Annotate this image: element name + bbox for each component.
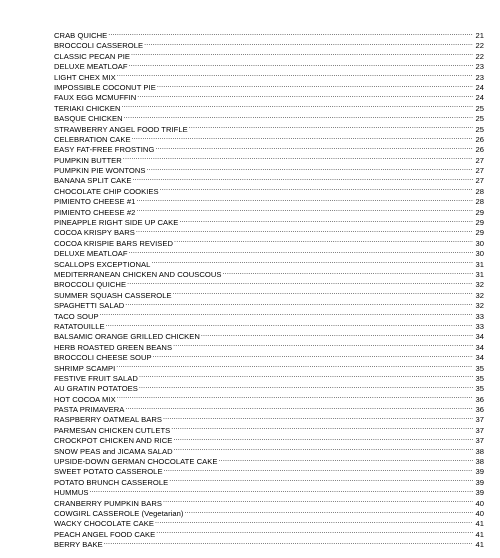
toc-row[interactable] — [54, 165, 484, 175]
toc-leader-dots — [131, 51, 473, 59]
toc-row[interactable] — [54, 456, 484, 466]
table-of-contents — [54, 30, 484, 550]
toc-leader-dots — [179, 217, 473, 225]
toc-entry-page: 34 — [475, 353, 484, 363]
toc-leader-dots — [155, 144, 473, 152]
toc-leader-dots — [125, 404, 473, 412]
toc-entry-title: IMPOSSIBLE COCONUT PIE — [54, 82, 156, 92]
toc-entry-page: 40 — [475, 508, 484, 518]
toc-leader-dots — [129, 61, 473, 69]
toc-row[interactable] — [54, 352, 484, 362]
toc-row[interactable] — [54, 300, 484, 310]
toc-row[interactable] — [54, 487, 484, 497]
toc-entry-page: 28 — [475, 186, 484, 196]
toc-entry-page: 29 — [475, 228, 484, 238]
toc-entry-page: 37 — [475, 436, 484, 446]
toc-leader-dots — [139, 373, 473, 381]
toc-row[interactable] — [54, 529, 484, 539]
toc-entry-page: 31 — [475, 269, 484, 279]
toc-entry-page: 37 — [475, 415, 484, 425]
toc-row[interactable] — [54, 259, 484, 269]
toc-entry-page: 38 — [475, 457, 484, 467]
toc-entry-page: 35 — [475, 363, 484, 373]
toc-row[interactable] — [54, 518, 484, 528]
toc-entry-title: COCOA KRISPIE BARS REVISED — [54, 238, 174, 248]
toc-row[interactable] — [54, 383, 484, 393]
toc-entry-page: 24 — [475, 82, 484, 92]
toc-entry-page: 34 — [475, 342, 484, 352]
toc-leader-dots — [219, 456, 473, 464]
toc-entry-title: HERB ROASTED GREEN BEANS — [54, 342, 173, 352]
toc-leader-dots — [136, 227, 473, 235]
toc-row[interactable] — [54, 186, 484, 196]
toc-leader-dots — [117, 394, 473, 402]
toc-entry-page: 27 — [475, 176, 484, 186]
toc-entry-title: CROCKPOT CHICKEN AND RICE — [54, 436, 173, 446]
toc-entry-title: PINEAPPLE RIGHT SIDE UP CAKE — [54, 218, 179, 228]
toc-leader-dots — [157, 82, 473, 90]
toc-entry-title: LIGHT CHEX MIX — [54, 72, 116, 82]
toc-row[interactable] — [54, 103, 484, 113]
toc-entry-title: PUMPKIN PIE WONTONS — [54, 166, 146, 176]
toc-leader-dots — [108, 30, 473, 38]
toc-entry-page: 27 — [475, 155, 484, 165]
toc-entry-page: 39 — [475, 488, 484, 498]
toc-entry-title: POTATO BRUNCH CASSEROLE — [54, 477, 169, 487]
toc-leader-dots — [133, 175, 473, 183]
toc-leader-dots — [139, 383, 473, 391]
toc-row[interactable] — [54, 363, 484, 373]
toc-row[interactable] — [54, 508, 484, 518]
toc-entry-title: CHOCOLATE CHIP COOKIES — [54, 186, 159, 196]
toc-row[interactable] — [54, 269, 484, 279]
toc-entry-title: SUMMER SQUASH CASSEROLE — [54, 290, 172, 300]
toc-leader-dots — [136, 207, 473, 215]
toc-row[interactable] — [54, 414, 484, 424]
toc-row[interactable] — [54, 373, 484, 383]
toc-row[interactable] — [54, 82, 484, 92]
toc-entry-page: 28 — [475, 197, 484, 207]
toc-leader-dots — [171, 425, 473, 433]
toc-leader-dots — [173, 342, 473, 350]
toc-entry-title: BANANA SPLIT CAKE — [54, 176, 132, 186]
toc-leader-dots — [117, 72, 473, 80]
toc-entry-page: 32 — [475, 301, 484, 311]
toc-entry-title: BROCCOLI CHEESE SOUP — [54, 353, 152, 363]
toc-row[interactable] — [54, 238, 484, 248]
toc-entry-title: BASQUE CHICKEN — [54, 114, 123, 124]
toc-entry-page: 23 — [475, 72, 484, 82]
toc-row[interactable] — [54, 394, 484, 404]
toc-entry-title: CELEBRATION CAKE — [54, 134, 131, 144]
toc-entry-page: 22 — [475, 51, 484, 61]
toc-leader-dots — [127, 279, 473, 287]
toc-entry-title: FAUX EGG MCMUFFIN — [54, 93, 137, 103]
toc-leader-dots — [129, 248, 473, 256]
toc-entry-title: WACKY CHOCOLATE CAKE — [54, 519, 155, 529]
toc-leader-dots — [155, 518, 473, 526]
toc-entry-title: PEACH ANGEL FOOD CAKE — [54, 529, 156, 539]
toc-leader-dots — [89, 487, 473, 495]
toc-entry-title: RATATOUILLE — [54, 321, 105, 331]
toc-entry-page: 22 — [475, 41, 484, 51]
toc-leader-dots — [163, 414, 473, 422]
toc-row[interactable] — [54, 290, 484, 300]
toc-entry-title: MEDITERRANEAN CHICKEN AND COUSCOUS — [54, 269, 222, 279]
toc-entry-title: BERRY BAKE — [54, 540, 103, 550]
toc-leader-dots — [132, 134, 473, 142]
toc-entry-title: SHRIMP SCAMPI — [54, 363, 116, 373]
toc-entry-page: 26 — [475, 145, 484, 155]
toc-leader-dots — [153, 352, 473, 360]
toc-leader-dots — [116, 363, 473, 371]
toc-entry-page: 26 — [475, 134, 484, 144]
toc-entry-page: 34 — [475, 332, 484, 342]
toc-entry-page: 25 — [475, 114, 484, 124]
toc-entry-page: 33 — [475, 321, 484, 331]
toc-leader-dots — [164, 466, 473, 474]
toc-leader-dots — [124, 113, 473, 121]
toc-entry-title: EASY FAT-FREE FROSTING — [54, 145, 155, 155]
toc-leader-dots — [100, 311, 473, 319]
toc-row[interactable] — [54, 113, 484, 123]
toc-row[interactable] — [54, 311, 484, 321]
toc-row[interactable] — [54, 155, 484, 165]
toc-entry-title: FESTIVE FRUIT SALAD — [54, 373, 138, 383]
toc-entry-page: 35 — [475, 384, 484, 394]
toc-row[interactable] — [54, 72, 484, 82]
toc-row[interactable] — [54, 321, 484, 331]
toc-row[interactable] — [54, 144, 484, 154]
toc-entry-page: 40 — [475, 498, 484, 508]
toc-row[interactable] — [54, 30, 484, 40]
toc-entry-title: HUMMUS — [54, 488, 89, 498]
toc-entry-title: PIMIENTO CHEESE #2 — [54, 207, 136, 217]
toc-entry-page: 32 — [475, 280, 484, 290]
toc-leader-dots — [189, 124, 473, 132]
toc-entry-title: TERIAKI CHICKEN — [54, 103, 121, 113]
toc-leader-dots — [106, 321, 473, 329]
toc-row[interactable] — [54, 539, 484, 549]
toc-row[interactable] — [54, 331, 484, 341]
toc-leader-dots — [104, 539, 473, 547]
toc-row[interactable] — [54, 175, 484, 185]
toc-leader-dots — [123, 155, 473, 163]
toc-entry-title: COCOA KRISPY BARS — [54, 228, 135, 238]
toc-entry-title: SNOW PEAS and JICAMA SALAD — [54, 446, 173, 456]
toc-entry-page: 27 — [475, 166, 484, 176]
toc-leader-dots — [156, 529, 473, 537]
toc-row[interactable] — [54, 207, 484, 217]
toc-entry-title: HOT COCOA MIX — [54, 394, 116, 404]
toc-entry-page: 41 — [475, 519, 484, 529]
toc-entry-page: 24 — [475, 93, 484, 103]
toc-entry-page: 36 — [475, 394, 484, 404]
toc-entry-title: BROCCOLI QUICHE — [54, 280, 127, 290]
toc-entry-title: RASPBERRY OATMEAL BARS — [54, 415, 163, 425]
toc-leader-dots — [185, 508, 473, 516]
toc-row[interactable] — [54, 40, 484, 50]
toc-entry-page: 31 — [475, 259, 484, 269]
toc-row[interactable] — [54, 279, 484, 289]
toc-leader-dots — [223, 269, 473, 277]
toc-row[interactable] — [54, 61, 484, 71]
toc-row[interactable] — [54, 466, 484, 476]
toc-leader-dots — [125, 300, 473, 308]
toc-entry-title: SWEET POTATO CASSEROLE — [54, 467, 163, 477]
toc-row[interactable] — [54, 446, 484, 456]
toc-leader-dots — [201, 331, 473, 339]
toc-entry-page: 21 — [475, 31, 484, 40]
toc-leader-dots — [136, 196, 473, 204]
toc-entry-title: BROCCOLI CASSEROLE — [54, 41, 144, 51]
toc-entry-title: DELUXE MEATLOAF — [54, 62, 128, 72]
toc-entry-title: UPSIDE-DOWN GERMAN CHOCOLATE CAKE — [54, 457, 218, 467]
toc-entry-title: PARMESAN CHICKEN CUTLETS — [54, 425, 171, 435]
toc-entry-title: AU GRATIN POTATOES — [54, 384, 138, 394]
toc-entry-title: PASTA PRIMAVERA — [54, 405, 125, 415]
toc-row[interactable] — [54, 196, 484, 206]
toc-entry-title: DELUXE MEATLOAF — [54, 249, 128, 259]
toc-entry-title: PUMPKIN BUTTER — [54, 155, 122, 165]
toc-entry-title: COWGIRL CASSEROLE (Vegetarian) — [54, 508, 184, 518]
toc-row[interactable] — [54, 342, 484, 352]
toc-leader-dots — [174, 446, 473, 454]
toc-entry-title: STRAWBERRY ANGEL FOOD TRIFLE — [54, 124, 188, 134]
toc-entry-page: 35 — [475, 373, 484, 383]
toc-entry-title: SPAGHETTI SALAD — [54, 301, 125, 311]
toc-entry-page: 41 — [475, 540, 484, 550]
toc-row[interactable] — [54, 51, 484, 61]
toc-entry-title: BALSAMIC ORANGE GRILLED CHICKEN — [54, 332, 200, 342]
toc-entry-title: CRAB QUICHE — [54, 31, 108, 40]
toc-entry-page: 32 — [475, 290, 484, 300]
toc-row[interactable] — [54, 227, 484, 237]
toc-leader-dots — [174, 238, 473, 246]
toc-leader-dots — [163, 498, 473, 506]
toc-row[interactable] — [54, 248, 484, 258]
toc-entry-page: 29 — [475, 218, 484, 228]
toc-leader-dots — [173, 435, 473, 443]
toc-entry-page: 38 — [475, 446, 484, 456]
toc-entry-page: 30 — [475, 238, 484, 248]
toc-entry-page: 39 — [475, 477, 484, 487]
toc-row[interactable] — [54, 435, 484, 445]
toc-row[interactable] — [54, 217, 484, 227]
toc-entry-title: PIMIENTO CHEESE #1 — [54, 197, 136, 207]
toc-entry-page: 33 — [475, 311, 484, 321]
toc-leader-dots — [151, 259, 473, 267]
toc-row[interactable] — [54, 124, 484, 134]
toc-entry-page: 36 — [475, 405, 484, 415]
toc-leader-dots — [147, 165, 473, 173]
toc-row[interactable] — [54, 134, 484, 144]
toc-entry-title: TACO SOUP — [54, 311, 99, 321]
toc-entry-page: 23 — [475, 62, 484, 72]
toc-entry-page: 29 — [475, 207, 484, 217]
toc-leader-dots — [173, 290, 473, 298]
toc-leader-dots — [137, 92, 473, 100]
toc-entry-page: 25 — [475, 124, 484, 134]
toc-leader-dots — [144, 40, 473, 48]
toc-entry-title: SCALLOPS EXCEPTIONAL — [54, 259, 151, 269]
toc-row[interactable] — [54, 477, 484, 487]
toc-entry-page: 30 — [475, 249, 484, 259]
toc-entry-page: 37 — [475, 425, 484, 435]
toc-entry-title: CLASSIC PECAN PIE — [54, 51, 130, 61]
toc-entry-page: 39 — [475, 467, 484, 477]
toc-entry-title: CRANBERRY PUMPKIN BARS — [54, 498, 163, 508]
toc-row[interactable] — [54, 404, 484, 414]
toc-entry-page: 41 — [475, 529, 484, 539]
toc-leader-dots — [169, 477, 473, 485]
toc-row[interactable] — [54, 498, 484, 508]
toc-row[interactable] — [54, 425, 484, 435]
toc-leader-dots — [160, 186, 473, 194]
toc-leader-dots — [122, 103, 473, 111]
toc-row[interactable] — [54, 92, 484, 102]
toc-entry-page: 25 — [475, 103, 484, 113]
